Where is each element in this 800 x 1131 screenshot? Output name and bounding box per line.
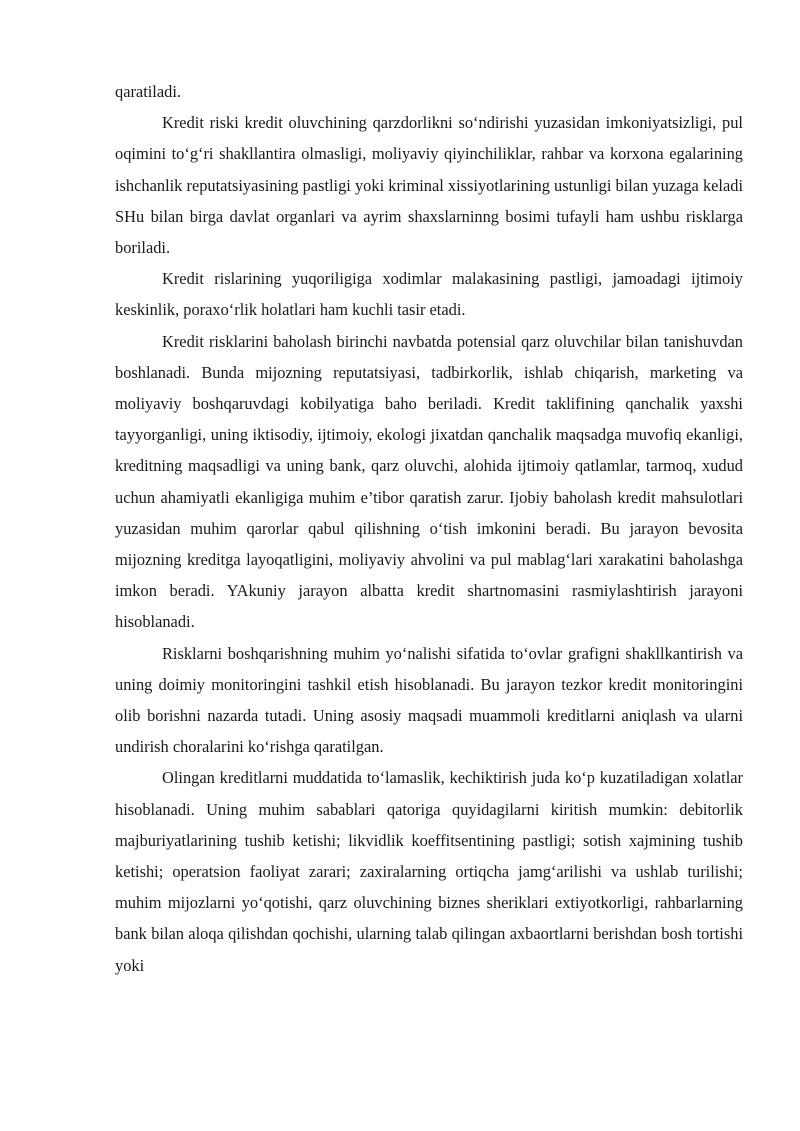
paragraph-risk-management: Risklarni boshqarishning muhim yo‘nalishi sifatida to‘ovlar grafigni shakllkantirish va uning doimiy monitoringini tashkil etish hisoblanadi. Bu jarayon tezkor kredit monitoringini olib borishni nazarda tutadi. Uning asosiy maqsadi muammoli kreditlarni aniqlash va ularni undirish choralarini ko‘rishga qaratilgan. — [115, 643, 743, 757]
paragraph-staff-qualification: Kredit rislarining yuqoriligiga xodimlar malakasining pastligi, jamoadagi ijtimoiy keskinlik, poraxo‘rlik holatlari ham kuchli tasir etadi. — [115, 269, 743, 320]
paragraph-risk-assessment: Kredit risklarini baholash birinchi navbatda potensial qarz oluvchilar bilan tanishuvdan boshlanadi. Bunda mijozning reputatsiyasi, tadbirkorlik, ishlab chiqarish, marketing va moliyaviy boshqaruvdagi kobilyatiga baho beriladi. Kredit taklifining qanchalik yaxshi tayyorganligi, uning iktisodiy, ijtimoiy, ekologi jixatdan qanchalik maqsadga muvofiq ekanligi, kreditning maqsadligi va uning bank, qarz oluvchi, alohida ijtimoiy qatlamlar, tarmoq, xudud uchun ahamiyatli ekanligiga muhim e’tibor qaratish zarur. Ijobiy baholash kredit mahsulotlari yuzasidan muhim qarorlar qabul qilishning o‘tish imkonini beradi. Bu jarayon bevosita mijozning kreditga layoqatligini, moliyaviy ahvolini va pul mablag‘lari xarakatini baholashga imkon beradi. YAkuniy jarayon albatta kredit shartnomasini rasmiylashtirish jarayoni hisoblanadi. — [115, 331, 743, 632]
paragraph-credit-risk-definition: Kredit riski kredit oluvchining qarzdorlikni so‘ndirishi yuzasidan imkoniyatsizligi, pul oqimini to‘g‘ri shakllantira olmasligi, moliyaviy qiyinchiliklar, rahbar va korxona egalarining ishchanlik reputatsiyasining pastligi yoki kriminal xissiyotlarining ustunligi bilan yuzaga keladi SHu bilan birga davlat organlari va ayrim shaxslarninng bosimi tufayli ham ushbu risklarga boriladi. — [115, 113, 743, 258]
document-page — [115, 76, 743, 981]
paragraph-late-payments: Olingan kreditlarni muddatida to‘lamaslik, kechiktirish juda ko‘p kuzatiladigan xolatlar hisoblanadi. Uning muhim sabablari qatoriga quyidagilarni kiritish mumkin: debitorlik majburiyatlarining tushib ketishi; likvidlik koeffitsentining pastligi; sotish xajmining tushib ketishi; operatsion faoliyat zarari; zaxiralarning ortiqcha jamg‘arilishi va ushlab turilishi; muhim mijozlarni yo‘qotishi, qarz oluvchining biznes sheriklari extiyotkorligi, rahbarlarning bank bilan aloqa qilishdan qochishi, ularning talab qilingan axbaortlarni berishdan bosh tortishi yoki — [115, 768, 743, 975]
paragraph-continuation: qaratiladi. — [115, 82, 181, 101]
